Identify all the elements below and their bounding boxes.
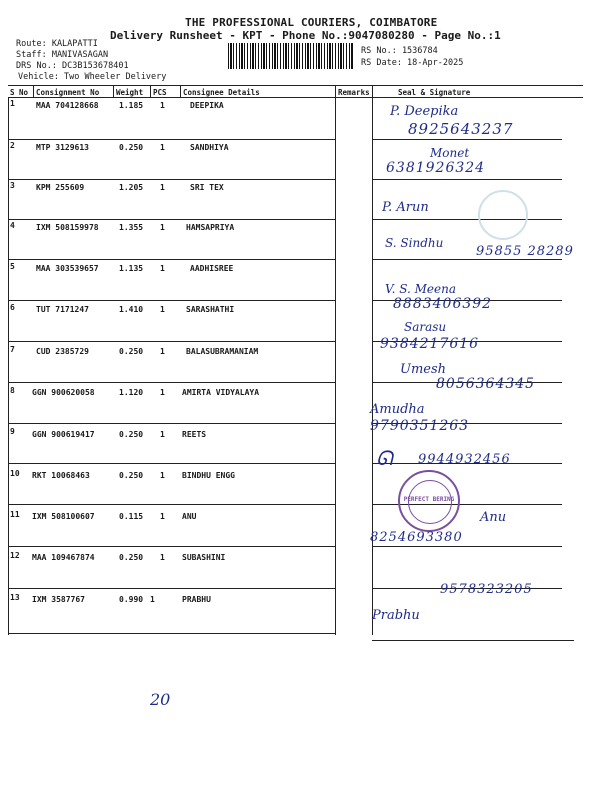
vehicle-label: Vehicle: Two Wheeler Delivery (18, 72, 167, 82)
row-weight: 0.115 (119, 512, 144, 521)
table-top-border (8, 85, 583, 86)
row-divider (8, 219, 335, 220)
row-weight: 1.410 (119, 305, 144, 314)
row-consignment: RKT 10068463 (32, 471, 90, 480)
row-consignee: ANU (182, 512, 197, 521)
row-divider (372, 640, 574, 641)
row-consignee: SUBASHINI (182, 553, 226, 562)
row-divider (8, 423, 335, 424)
col-header-consignee: Consignee Details (183, 88, 260, 97)
signature: P. Deepika (390, 104, 459, 119)
row-divider (372, 219, 562, 220)
row-pcs: 1 (160, 223, 165, 232)
signature-phone: 8254693380 (370, 530, 463, 545)
row-consignee: AMIRTA VIDYALAYA (182, 388, 260, 397)
row-pcs: 1 (150, 595, 155, 604)
row-consignment: IXM 3587767 (32, 595, 85, 604)
barcode-image (228, 43, 353, 69)
remarks-left-border (335, 97, 336, 635)
col-header-sno: S No (10, 88, 29, 97)
signature: Sarasu (404, 320, 447, 334)
row-consignee: PRABHU (182, 595, 211, 604)
row-divider (372, 259, 562, 260)
row-divider (8, 300, 335, 301)
signature-phone: 9578323205 (440, 582, 533, 597)
row-pcs: 1 (160, 512, 165, 521)
row-consignee: HAMSAPRIYA (186, 223, 235, 232)
table-left-border (8, 97, 9, 635)
row-pcs: 1 (160, 553, 165, 562)
row-weight: 1.205 (119, 183, 144, 192)
col-header-pcs: PCS (153, 88, 167, 97)
signature: V. S. Meena (385, 282, 456, 296)
row-pcs: 1 (160, 388, 165, 397)
signature: Monet (430, 146, 470, 160)
row-weight: 1.355 (119, 223, 144, 232)
signature: Anu (480, 510, 507, 525)
row-divider (8, 588, 335, 589)
row-divider (372, 546, 562, 547)
row-consignee: SRI TEX (190, 183, 224, 192)
signature-phone: 9944932456 (418, 452, 511, 467)
route-label: Route: KALAPATTI (16, 39, 98, 49)
signature: P. Arun (382, 200, 429, 215)
row-consignee: SARASHATHI (186, 305, 235, 314)
row-consignment: IXM 508100607 (32, 512, 95, 521)
signature-phone: 9790351263 (370, 418, 470, 434)
row-divider (8, 633, 335, 634)
row-divider (8, 259, 335, 260)
row-pcs: 1 (160, 305, 165, 314)
row-consignment: TUT 7171247 (36, 305, 89, 314)
signature: Prabhu (372, 608, 420, 623)
row-weight: 1.185 (119, 101, 144, 110)
row-consignee: BALASUBRAMANIAM (186, 347, 259, 356)
row-weight: 1.135 (119, 264, 144, 273)
row-divider (8, 463, 335, 464)
row-divider (8, 546, 335, 547)
row-divider (8, 382, 335, 383)
row-consignment: GGN 900620058 (32, 388, 95, 397)
row-sno: 12 (10, 551, 20, 560)
header-bottom-border (8, 97, 583, 98)
row-sno: 8 (10, 386, 15, 395)
seal-text: PERFECT BERING (403, 496, 455, 503)
row-pcs: 1 (160, 430, 165, 439)
row-pcs: 1 (160, 347, 165, 356)
row-consignment: MAA 109467874 (32, 553, 95, 562)
col-sep (335, 85, 336, 97)
row-weight: 0.250 (119, 553, 144, 562)
col-sep (113, 85, 114, 97)
company-seal-stamp (398, 470, 460, 532)
row-weight: 0.250 (119, 143, 144, 152)
row-divider (8, 341, 335, 342)
col-header-consignment: Consignment No (36, 88, 100, 97)
signature: Umesh (400, 362, 447, 377)
row-pcs: 1 (160, 101, 165, 110)
row-sno: 6 (10, 303, 15, 312)
remarks-right-border (372, 97, 373, 635)
company-title: THE PROFESSIONAL COURIERS, COIMBATORE (185, 16, 438, 29)
col-sep (150, 85, 151, 97)
row-divider (372, 139, 562, 140)
row-consignee: AADHISREE (190, 264, 234, 273)
signature-phone: 6381926324 (386, 160, 486, 176)
row-weight: 1.120 (119, 388, 144, 397)
col-header-weight: Weight (116, 88, 144, 97)
col-sep (180, 85, 181, 97)
col-sep (372, 85, 373, 97)
signature-phone: 8056364345 (436, 376, 536, 392)
row-pcs: 1 (160, 143, 165, 152)
row-consignee: BINDHU ENGG (182, 471, 235, 480)
row-consignment: KPM 255609 (36, 183, 85, 192)
row-consignee: SANDHIYA (190, 143, 229, 152)
row-sno: 13 (10, 593, 20, 602)
row-pcs: 1 (160, 183, 165, 192)
col-header-signature: Seal & Signature (398, 88, 471, 97)
row-divider (8, 179, 335, 180)
signature-scribble: ᘏ (376, 446, 393, 470)
signature-phone: 95855 28289 (476, 244, 574, 259)
row-sno: 2 (10, 141, 15, 150)
row-consignment: MAA 303539657 (36, 264, 99, 273)
row-consignment: MAA 704128668 (36, 101, 99, 110)
signature: S. Sindhu (385, 236, 444, 250)
rs-number: RS No.: 1536784 (361, 46, 438, 56)
row-consignee: DEEPIKA (190, 101, 224, 110)
row-divider (8, 139, 335, 140)
runsheet-title: Delivery Runsheet - KPT - Phone No.:9047080280 - Page No.:1 (110, 29, 501, 42)
row-divider (8, 504, 335, 505)
signature-phone: 8925643237 (408, 120, 514, 138)
row-sno: 1 (10, 99, 15, 108)
drs-number: DRS No.: DC3B153678401 (16, 61, 129, 71)
row-pcs: 1 (160, 264, 165, 273)
row-weight: 0.250 (119, 430, 144, 439)
row-consignment: MTP 3129613 (36, 143, 89, 152)
rs-date: RS Date: 18-Apr-2025 (361, 58, 464, 68)
row-consignee: REETS (182, 430, 207, 439)
row-sno: 10 (10, 469, 20, 478)
row-weight: 0.250 (119, 347, 144, 356)
row-sno: 11 (10, 510, 20, 519)
row-consignment: IXM 508159978 (36, 223, 99, 232)
signature-phone: 9384217616 (380, 336, 480, 352)
row-sno: 5 (10, 262, 15, 271)
row-consignment: CUD 2385729 (36, 347, 89, 356)
row-consignment: GGN 900619417 (32, 430, 95, 439)
row-sno: 9 (10, 427, 15, 436)
col-sep (33, 85, 34, 97)
staff-label: Staff: MANIVASAGAN (16, 50, 109, 60)
footer-handwritten-mark: 20 (150, 690, 171, 709)
row-sno: 3 (10, 181, 15, 190)
row-sno: 7 (10, 345, 15, 354)
faint-stamp-mark (478, 190, 528, 240)
col-header-remarks: Remarks (338, 88, 370, 97)
row-weight: 0.250 (119, 471, 144, 480)
signature: Amudha (370, 402, 425, 417)
row-sno: 4 (10, 221, 15, 230)
signature-phone: 8883406392 (393, 296, 493, 312)
row-weight: 0.990 (119, 595, 144, 604)
row-divider (372, 179, 562, 180)
row-pcs: 1 (160, 471, 165, 480)
